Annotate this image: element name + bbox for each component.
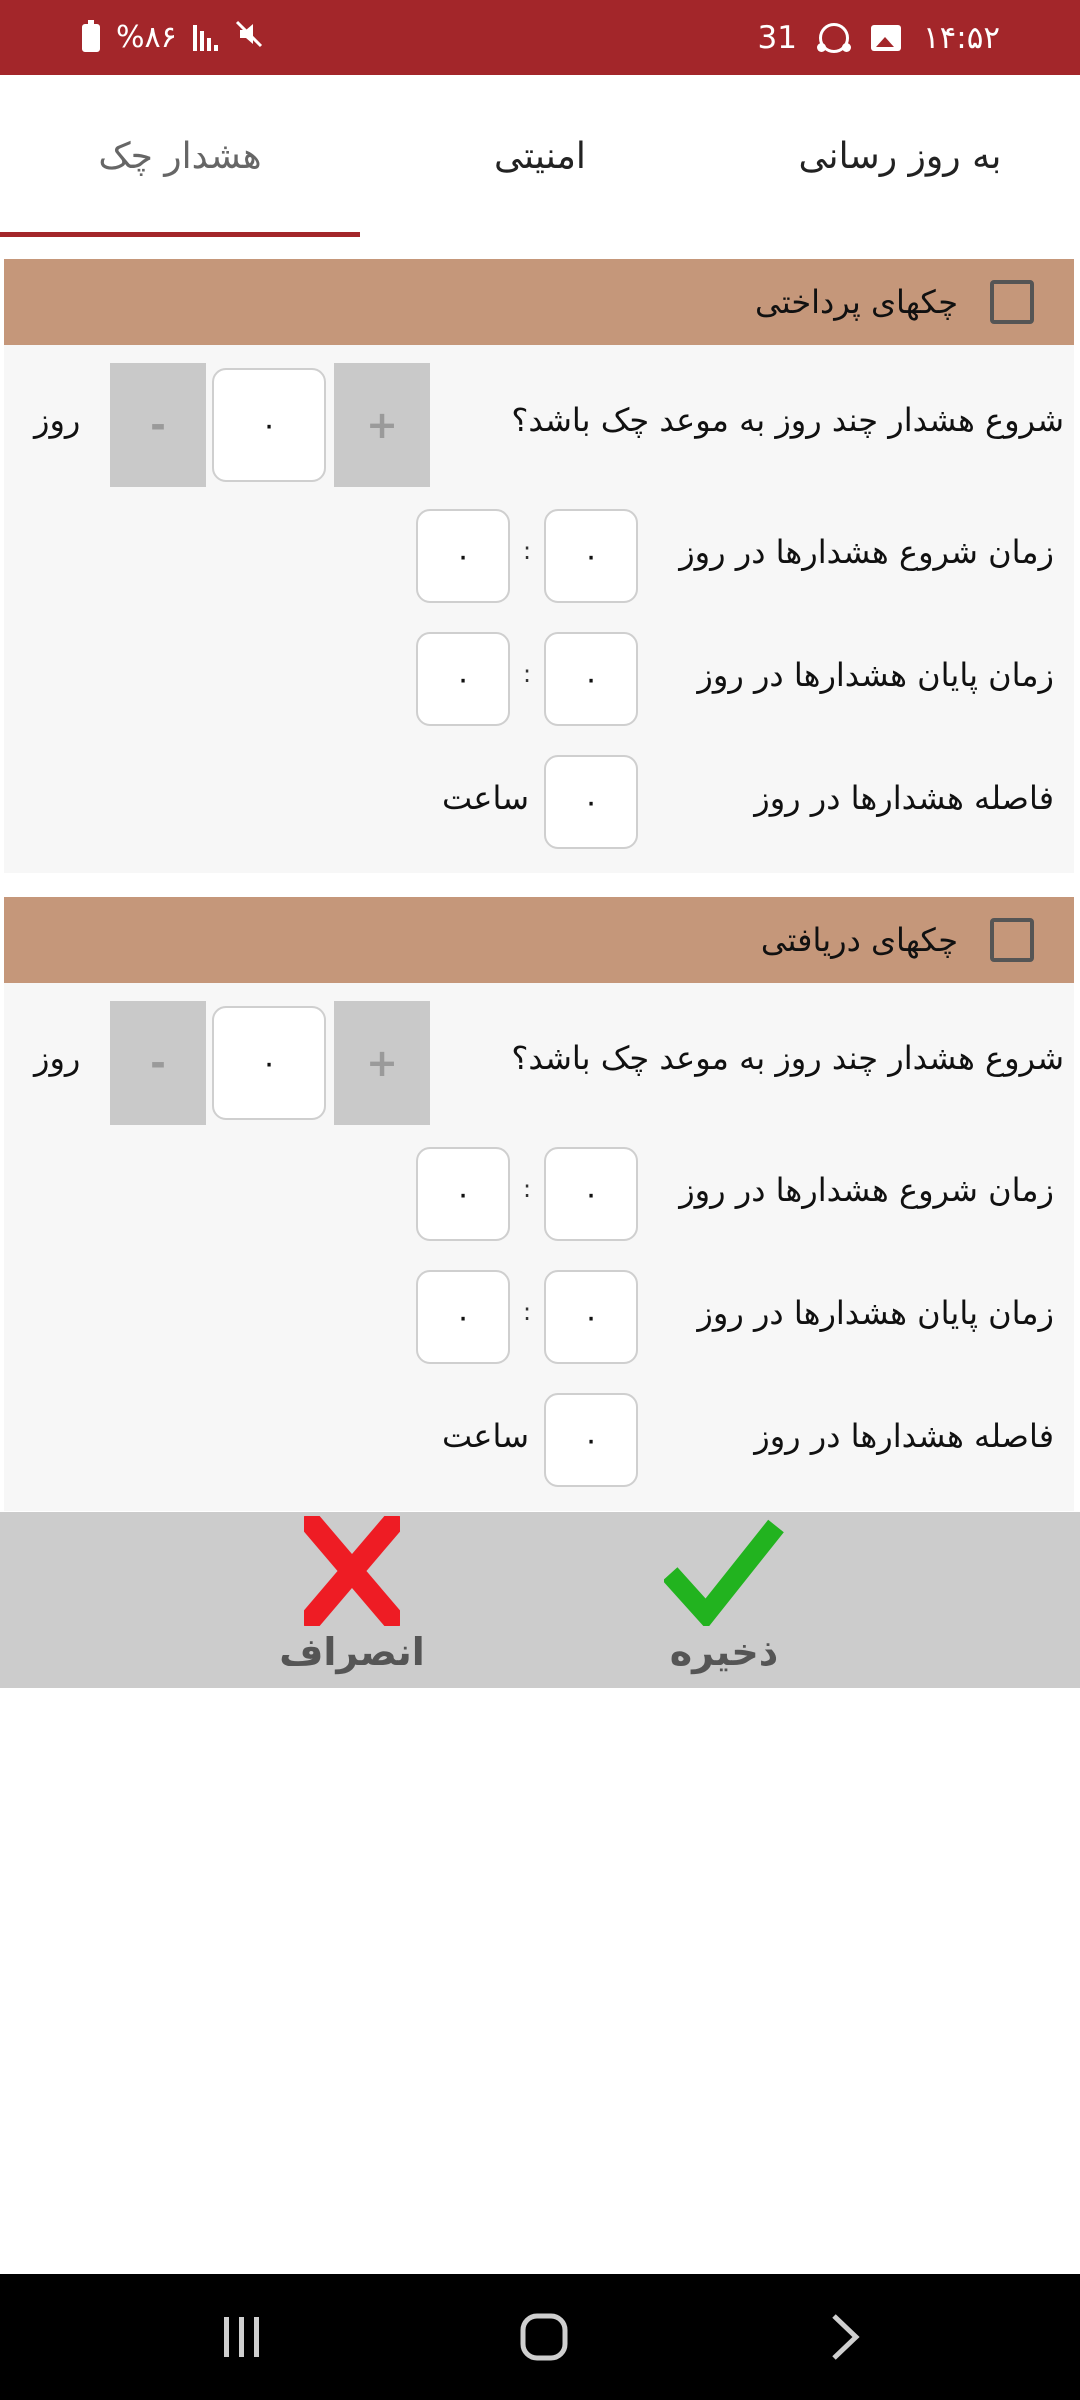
home-button[interactable] [474,2274,614,2400]
end-time-label: زمان پایان هشدارها در روز [697,656,1054,694]
mute-icon [234,19,264,57]
time-separator: : [523,1298,532,1326]
start-time-label: زمان شروع هشدارها در روز [679,1171,1054,1209]
time-separator: : [523,537,532,565]
battery-icon [82,24,100,52]
action-bar [0,1512,1080,1688]
status-right-icons [758,0,1001,75]
interval-row [4,755,1074,851]
gallery-icon [871,25,901,51]
tab-label: امنیتی [494,135,586,177]
end-time-hour-input[interactable]: ۰ [544,1270,638,1364]
start-time-minute-input[interactable]: ۰ [416,1147,510,1241]
start-time-hour-input[interactable]: ۰ [544,509,638,603]
paid-checks-section [4,259,1074,873]
save-button[interactable] [624,1512,824,1688]
status-left-icons [82,0,264,75]
clock: ۱۴:۵۲ [922,19,1000,56]
start-time-row [4,1147,1074,1243]
chevron-right-icon [828,2312,864,2362]
increment-button[interactable]: + [334,1001,430,1125]
start-time-minute-input[interactable]: ۰ [416,509,510,603]
start-days-input[interactable]: ۰ [212,1006,326,1120]
paid-checks-checkbox[interactable] [990,280,1034,324]
section-title: چکهای دریافتی [760,921,958,959]
start-days-label: شروع هشدار چند روز به موعد چک باشد؟ [511,1039,1064,1077]
start-days-row [4,363,1074,487]
system-nav-bar [0,2274,1080,2400]
start-days-input[interactable]: ۰ [212,368,326,482]
section-header [4,259,1074,345]
end-time-row [4,1270,1074,1366]
start-time-label: زمان شروع هشدارها در روز [679,533,1054,571]
calendar-badge: 31 [757,19,797,56]
battery-level: %۸۶ [116,20,177,55]
increment-button[interactable]: + [334,363,430,487]
tab-label: به روز رسانی [798,135,1002,177]
save-label: ذخیره [669,1630,779,1674]
received-checks-section [4,897,1074,1511]
end-time-row [4,632,1074,728]
home-icon [519,2312,569,2362]
start-days-label: شروع هشدار چند روز به موعد چک باشد؟ [511,401,1064,439]
start-days-row [4,1001,1074,1125]
end-time-minute-input[interactable]: ۰ [416,632,510,726]
tab-security[interactable] [360,75,720,237]
time-separator: : [523,660,532,688]
hour-unit: ساعت [442,779,530,817]
interval-row [4,1393,1074,1489]
day-unit: روز [34,401,81,439]
hour-unit: ساعت [442,1417,530,1455]
decrement-button[interactable]: - [110,363,206,487]
end-time-minute-input[interactable]: ۰ [416,1270,510,1364]
tab-bar [0,75,1080,237]
back-button[interactable] [776,2274,916,2400]
tab-check-alert[interactable] [0,75,360,237]
received-checks-checkbox[interactable] [990,918,1034,962]
close-icon [304,1516,400,1626]
interval-label: فاصله هشدارها در روز [754,1417,1054,1455]
end-time-hour-input[interactable]: ۰ [544,632,638,726]
time-separator: : [523,1175,532,1203]
interval-label: فاصله هشدارها در روز [754,779,1054,817]
interval-input[interactable]: ۰ [544,1393,638,1487]
section-header [4,897,1074,983]
day-unit: روز [34,1039,81,1077]
section-title: چکهای پرداختی [755,283,958,321]
tab-update[interactable] [720,75,1080,237]
recent-apps-button[interactable] [172,2274,312,2400]
signal-icon [193,25,218,51]
tab-label: هشدار چک [98,135,262,177]
status-bar [0,0,1080,75]
end-time-label: زمان پایان هشدارها در روز [697,1294,1054,1332]
decrement-button[interactable]: - [110,1001,206,1125]
start-time-row [4,509,1074,605]
cancel-label: انصراف [279,1630,425,1674]
interval-input[interactable]: ۰ [544,755,638,849]
share-icon [819,23,849,53]
check-icon [664,1516,784,1626]
start-time-hour-input[interactable]: ۰ [544,1147,638,1241]
cancel-button[interactable] [252,1512,452,1688]
recent-apps-icon [220,2315,264,2359]
